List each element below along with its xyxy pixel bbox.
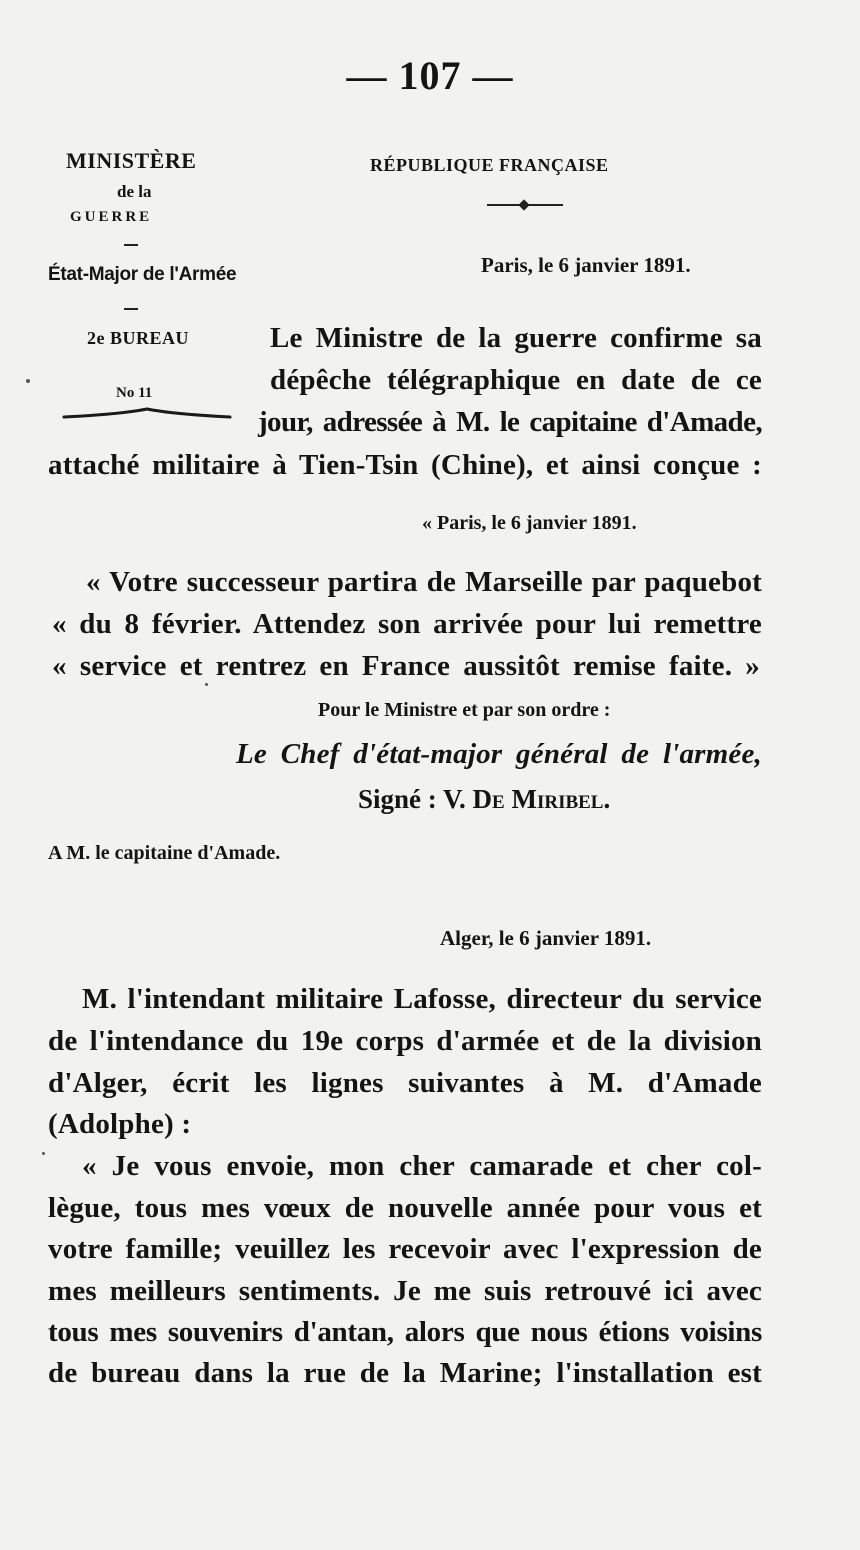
signed-label: Signé : V. (358, 784, 466, 814)
paragraph-line: jour, adressée à M. le capitaine d'Amade, (258, 406, 762, 438)
document-number: No 11 (116, 385, 153, 401)
signed-name: De Miribel. (472, 784, 611, 814)
telegram-date: « Paris, le 6 janvier 1891. (422, 512, 637, 534)
for-minister-line: Pour le Ministre et par son ordre : (318, 699, 611, 721)
paragraph-line: « Je vous envoie, mon cher camarade et cher col- (82, 1150, 762, 1182)
telegram-line: « du 8 février. Attendez son arrivée pour lui remettre (52, 608, 762, 640)
paragraph-line: mes meilleurs sentiments. Je me suis retrouvé ici avec (48, 1275, 762, 1307)
paragraph-line: Le Ministre de la guerre confirme sa (270, 322, 762, 354)
divider-dash (124, 244, 138, 246)
page-number: — 107 — (346, 53, 514, 98)
paragraph-line: d'Alger, écrit les lignes suivantes à M. d'Amade (48, 1067, 762, 1099)
paragraph-line: lègue, tous mes vœux de nouvelle année pour vous et (48, 1192, 762, 1224)
telegram-line: « service et rentrez en France aussitôt remise faite. » (52, 650, 760, 682)
place-date: Alger, le 6 janvier 1891. (440, 926, 652, 950)
staff-heading: État-Major de l'Armée (48, 264, 237, 285)
paragraph-line: de l'intendance du 19e corps d'armée et de la division (48, 1025, 762, 1057)
place-date: Paris, le 6 janvier 1891. (481, 253, 691, 277)
paragraph-line: dépêche télégraphique en date de ce (270, 364, 762, 396)
ministry-heading: MINISTÈRE (66, 148, 197, 173)
swash-ornament (62, 405, 232, 426)
paragraph-line: tous mes souvenirs d'antan, alors que nous étions voisins (48, 1316, 762, 1348)
paragraph-line: votre famille; veuillez les recevoir avec l'expression de (48, 1233, 762, 1265)
signature (358, 784, 610, 815)
paragraph-line: M. l'intendant militaire Lafosse, directeur du service (82, 983, 762, 1015)
ornament-rule (487, 204, 563, 206)
paragraph-line: (Adolphe) : (48, 1108, 192, 1140)
paragraph-line: attaché militaire à Tien-Tsin (Chine), et ainsi conçue : (48, 449, 762, 481)
paragraph-line: de bureau dans la rue de la Marine; l'installation est (48, 1357, 762, 1389)
divider-dash (124, 308, 138, 310)
republic-heading: RÉPUBLIQUE FRANÇAISE (370, 155, 609, 175)
telegram-line: « Votre successeur partira de Marseille par paquebot (86, 566, 762, 598)
addressee: A M. le capitaine d'Amade. (48, 842, 281, 864)
ministry-name: GUERRE (70, 209, 153, 225)
signatory-title: Le Chef d'état-major général de l'armée, (236, 738, 762, 770)
ministry-of-text: de la (117, 182, 152, 201)
bureau-label: 2e BUREAU (87, 328, 189, 348)
